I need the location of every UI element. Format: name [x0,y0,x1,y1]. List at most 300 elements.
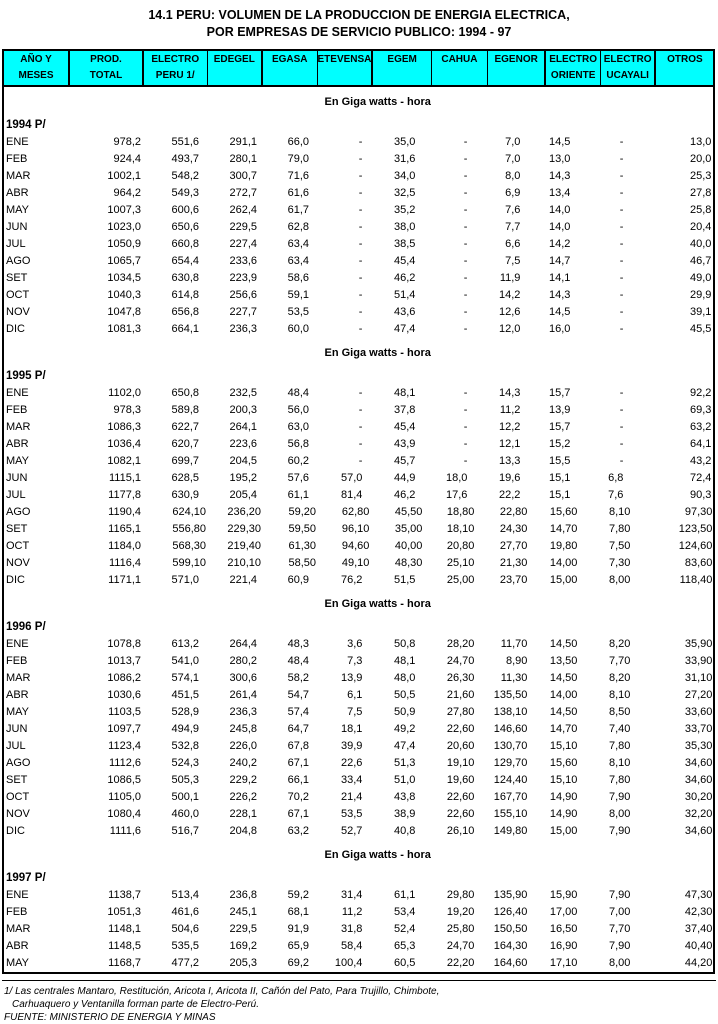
value-cell: 599,10 [172,557,206,569]
value-cell: - [358,438,363,450]
value-cell: 699,7 [171,455,199,467]
value-cell: 124,40 [493,774,528,786]
table-row [3,921,714,938]
value-cell: 205,4 [229,489,257,501]
value-cell: 79,0 [287,153,309,165]
month-cell: FEB [6,404,28,416]
table-row [3,219,714,236]
month-cell: MAY [6,957,30,969]
value-cell: 18,10 [446,523,475,535]
value-cell: 11,70 [500,638,528,650]
value-cell: 14,2 [498,289,521,301]
value-cell: 7,40 [608,723,631,735]
table-row [3,185,714,202]
value-cell: 58,2 [287,672,309,684]
value-cell: 48,1 [393,655,416,667]
year-heading: 1997 P/ [6,872,46,884]
value-cell: 551,6 [171,136,199,148]
table-row [3,823,714,840]
value-cell: 1123,4 [108,740,141,752]
value-cell: 92,2 [689,387,712,399]
value-cell: 493,7 [171,153,199,165]
unit-label-row [3,86,714,109]
value-cell: 15,7 [548,421,571,433]
value-cell: 17,10 [549,957,578,969]
value-cell: 15,10 [549,740,578,752]
month-cell: OCT [6,289,30,301]
value-cell: 14,3 [548,170,571,182]
value-cell: 300,6 [229,672,257,684]
value-cell: - [619,204,624,216]
value-cell: 19,60 [446,774,475,786]
table-row [3,755,714,772]
value-cell: 477,2 [171,957,199,969]
table-row [3,453,714,470]
value-cell: 1148,5 [108,940,141,952]
value-cell: 614,8 [171,289,199,301]
value-cell: 67,8 [287,740,309,752]
value-cell: - [358,272,363,284]
value-cell: 24,30 [499,523,528,535]
column-header-a-o-y-meses: AÑO Y MESES [3,50,69,86]
month-cell: ENE [6,387,29,399]
column-header-egenor: EGENOR [487,50,545,86]
value-cell: 26,10 [446,825,475,837]
value-cell: 70,2 [287,791,309,803]
value-cell: 58,6 [287,272,309,284]
value-cell: 272,7 [229,187,257,199]
value-cell: 226,0 [229,740,257,752]
value-cell: 14,00 [549,557,578,569]
value-cell: 21,4 [340,791,363,803]
value-cell: 167,70 [493,791,528,803]
value-cell: 20,4 [689,221,712,233]
value-cell: 223,6 [229,438,257,450]
value-cell: 30,20 [684,791,713,803]
value-cell: 236,20 [227,506,261,518]
value-cell: 7,80 [608,774,631,786]
value-cell: 460,0 [171,808,199,820]
value-cell: 57,6 [287,472,309,484]
value-cell: 91,9 [287,923,309,935]
value-cell: 964,2 [113,187,141,199]
value-cell: 50,8 [393,638,416,650]
value-cell: - [463,438,468,450]
value-cell: 264,4 [229,638,257,650]
value-cell: 221,4 [229,574,257,586]
value-cell: 1171,1 [108,574,141,586]
value-cell: 15,2 [548,438,571,450]
value-cell: - [619,221,624,233]
value-cell: 45,4 [393,255,416,267]
value-cell: 35,00 [394,523,423,535]
value-cell: 62,80 [341,506,370,518]
unit-label-row [3,589,714,611]
table-header [3,50,714,86]
value-cell: 48,0 [393,672,416,684]
value-cell: 1050,9 [107,238,141,250]
value-cell: 45,50 [394,506,423,518]
table-row [3,236,714,253]
value-cell: 43,8 [393,791,416,803]
unit-label: En Giga watts - hora [324,347,431,359]
month-cell: JUL [6,238,26,250]
value-cell: 149,80 [493,825,528,837]
value-cell: 8,20 [608,672,631,684]
value-cell: 8,20 [608,638,631,650]
value-cell: - [619,387,624,399]
value-cell: 664,1 [171,323,199,335]
table-row [3,253,714,270]
month-cell: NOV [6,808,30,820]
year-heading: 1996 P/ [6,621,46,633]
value-cell: 25,3 [689,170,712,182]
value-cell: 227,4 [229,238,257,250]
value-cell: 14,2 [548,238,571,250]
value-cell: 40,00 [394,540,423,552]
value-cell: 1184,0 [108,540,141,552]
value-cell: 3,6 [347,638,363,650]
table-row [3,521,714,538]
value-cell: 654,4 [171,255,199,267]
value-cell: 60,0 [287,323,309,335]
value-cell: 548,2 [171,170,199,182]
value-cell: 38,5 [393,238,416,250]
table-row [3,738,714,755]
value-cell: 33,90 [684,655,713,667]
value-cell: 46,2 [393,489,416,501]
month-cell: DIC [6,825,25,837]
value-cell: 229,30 [227,523,261,535]
value-cell: 14,50 [549,706,578,718]
month-cell: MAR [6,672,31,684]
value-cell: - [619,438,624,450]
value-cell: 47,30 [684,889,713,901]
value-cell: 245,1 [229,906,257,918]
table-row [3,721,714,738]
value-cell: 63,0 [287,421,309,433]
value-cell: 589,8 [171,404,199,416]
value-cell: - [358,306,363,318]
value-cell: 7,80 [608,740,631,752]
value-cell: 51,5 [393,574,416,586]
value-cell: 64,7 [287,723,309,735]
month-cell: AGO [6,255,31,267]
value-cell: 24,70 [446,655,475,667]
value-cell: 33,70 [684,723,713,735]
value-cell: 39,1 [689,306,712,318]
value-cell: 22,2 [498,489,521,501]
value-cell: - [463,204,468,216]
value-cell: 1148,1 [108,923,141,935]
value-cell: 16,50 [549,923,578,935]
table-row [3,202,714,219]
value-cell: 650,6 [171,221,199,233]
value-cell: 25,10 [446,557,475,569]
value-cell: - [358,387,363,399]
value-cell: 59,50 [288,523,316,535]
value-cell: 14,50 [549,672,578,684]
value-cell: 1097,7 [107,723,141,735]
value-cell: 229,5 [229,221,257,233]
value-cell: 1080,4 [107,808,141,820]
table-row [3,670,714,687]
month-cell: ENE [6,889,29,901]
value-cell: 14,00 [549,689,578,701]
value-cell: 14,90 [549,791,578,803]
value-cell: - [358,187,363,199]
value-cell: 291,1 [229,136,257,148]
column-header-etevensa: ETEVENSA [317,50,372,86]
source-note: FUENTE: MINISTERIO DE ENERGIA Y MINAS [4,1012,216,1023]
month-cell: ABR [6,940,29,952]
value-cell: 66,0 [287,136,309,148]
value-cell: 35,2 [393,204,416,216]
value-cell: 38,0 [393,221,416,233]
header-row [3,50,714,86]
value-cell: 32,5 [393,187,416,199]
value-cell: 505,3 [171,774,199,786]
value-cell: 204,8 [229,825,257,837]
value-cell: 7,30 [608,557,631,569]
month-cell: DIC [6,323,25,335]
value-cell: 48,4 [287,387,309,399]
value-cell: 650,8 [171,387,199,399]
column-header-edegel: EDEGEL [207,50,262,86]
table-row [3,168,714,185]
value-cell: 1030,6 [107,689,141,701]
value-cell: 14,5 [548,306,571,318]
value-cell: 513,4 [171,889,199,901]
value-cell: 630,9 [171,489,199,501]
column-header-otros: OTROS [655,50,714,86]
value-cell: 22,20 [446,957,475,969]
table-row [3,772,714,789]
month-cell: ABR [6,438,29,450]
value-cell: 65,9 [287,940,309,952]
month-cell: FEB [6,153,28,165]
value-cell: 571,0 [171,574,199,586]
value-cell: 13,4 [548,187,571,199]
value-cell: 123,50 [678,523,713,535]
table-row [3,487,714,504]
value-cell: 1111,6 [109,825,141,837]
month-cell: SET [6,272,28,284]
value-cell: 12,1 [498,438,521,450]
value-cell: 63,4 [287,238,309,250]
value-cell: 13,3 [498,455,521,467]
value-cell: 31,6 [393,153,416,165]
year-heading-row [3,360,714,385]
value-cell: 8,10 [608,757,631,769]
value-cell: 31,10 [684,672,713,684]
value-cell: 19,20 [446,906,475,918]
value-cell: 72,4 [689,472,712,484]
month-cell: JUN [6,723,28,735]
value-cell: - [463,404,468,416]
value-cell: 232,5 [229,387,257,399]
value-cell: 43,9 [393,438,416,450]
table-row [3,653,714,670]
value-cell: 66,1 [287,774,309,786]
value-cell: 39,9 [340,740,363,752]
column-header-electro-oriente: ELECTRO ORIENTE [545,50,600,86]
value-cell: 155,10 [493,808,528,820]
value-cell: 34,0 [393,170,416,182]
month-cell: MAR [6,421,31,433]
value-cell: 15,60 [549,757,578,769]
value-cell: 62,8 [287,221,309,233]
value-cell: 20,80 [446,540,475,552]
value-cell: 14,1 [548,272,571,284]
value-cell: 61,7 [287,204,309,216]
table-row [3,385,714,402]
value-cell: 280,2 [229,655,257,667]
value-cell: - [619,404,624,416]
value-cell: 59,20 [288,506,316,518]
value-cell: 1051,3 [107,906,141,918]
table-row [3,636,714,653]
value-cell: - [358,323,363,335]
value-cell: 1002,1 [107,170,141,182]
value-cell: 15,1 [548,472,571,484]
value-cell: - [358,421,363,433]
table-row [3,504,714,521]
value-cell: - [358,455,363,467]
value-cell: 164,60 [493,957,528,969]
value-cell: 229,2 [229,774,257,786]
value-cell: 11,2 [341,906,363,918]
year-heading-row [3,611,714,636]
value-cell: 1036,4 [107,438,141,450]
table-row [3,470,714,487]
value-cell: - [358,404,363,416]
month-cell: NOV [6,306,30,318]
value-cell: - [619,455,624,467]
value-cell: 1082,1 [107,455,141,467]
month-cell: ABR [6,689,29,701]
value-cell: 34,60 [684,774,713,786]
value-cell: 25,00 [446,574,475,586]
value-cell: 94,60 [341,540,370,552]
value-cell: - [463,323,468,335]
value-cell: 1190,4 [108,506,141,518]
month-cell: MAR [6,923,31,935]
value-cell: 8,50 [608,706,631,718]
table-row [3,538,714,555]
month-cell: JUN [6,221,28,233]
table-row [3,555,714,572]
value-cell: 1023,0 [107,221,141,233]
value-cell: 494,9 [171,723,199,735]
month-cell: ABR [6,187,29,199]
value-cell: 21,30 [499,557,528,569]
value-cell: - [619,153,624,165]
value-cell: 96,10 [341,523,370,535]
value-cell: 33,4 [340,774,363,786]
value-cell: 8,10 [608,506,631,518]
value-cell: 14,70 [549,523,578,535]
value-cell: 130,70 [493,740,528,752]
value-cell: 236,3 [229,706,257,718]
value-cell: - [463,272,468,284]
value-cell: 924,4 [113,153,141,165]
value-cell: 29,9 [689,289,712,301]
value-cell: 64,1 [689,438,712,450]
value-cell: 6,6 [505,238,521,250]
divider [2,980,716,981]
unit-label: En Giga watts - hora [324,96,431,108]
table-row [3,321,714,338]
value-cell: 69,3 [689,404,712,416]
value-cell: - [358,221,363,233]
table-row [3,436,714,453]
value-cell: 56,0 [287,404,309,416]
value-cell: 31,4 [340,889,363,901]
value-cell: 20,60 [446,740,475,752]
value-cell: 45,5 [689,323,712,335]
value-cell: 100,4 [334,957,363,969]
value-cell: 204,5 [229,455,257,467]
value-cell: 34,60 [684,757,713,769]
value-cell: 22,60 [446,791,475,803]
value-cell: 33,60 [684,706,713,718]
value-cell: 49,2 [393,723,416,735]
value-cell: 169,2 [229,940,257,952]
value-cell: 15,60 [549,506,578,518]
month-cell: MAR [6,170,31,182]
value-cell: - [619,272,624,284]
value-cell: 61,30 [288,540,316,552]
value-cell: 48,1 [393,387,416,399]
table-row [3,687,714,704]
value-cell: - [463,238,468,250]
value-cell: 978,2 [113,136,141,148]
value-cell: 42,30 [684,906,713,918]
value-cell: 7,50 [608,540,631,552]
value-cell: 600,6 [171,204,199,216]
value-cell: 236,8 [229,889,257,901]
year-heading: 1995 P/ [6,370,46,382]
month-cell: ENE [6,136,29,148]
table-row [3,955,714,973]
value-cell: 262,4 [229,204,257,216]
unit-label: En Giga watts - hora [324,598,431,610]
value-cell: 124,60 [678,540,713,552]
value-cell: - [358,153,363,165]
value-cell: 1013,7 [107,655,141,667]
value-cell: 44,9 [393,472,416,484]
value-cell: 44,20 [684,957,713,969]
month-cell: SET [6,774,28,786]
value-cell: 23,70 [499,574,528,586]
value-cell: - [463,306,468,318]
month-cell: OCT [6,540,30,552]
value-cell: 53,5 [340,808,363,820]
value-cell: 13,0 [689,136,712,148]
value-cell: 90,3 [689,489,712,501]
value-cell: 240,2 [229,757,257,769]
value-cell: 47,4 [393,323,416,335]
value-cell: 656,8 [171,306,199,318]
value-cell: 18,0 [445,472,468,484]
value-cell: 256,6 [229,289,257,301]
value-cell: 67,1 [287,808,309,820]
month-cell: AGO [6,506,31,518]
value-cell: 17,00 [549,906,578,918]
value-cell: 7,90 [608,889,631,901]
value-cell: 7,90 [608,940,631,952]
